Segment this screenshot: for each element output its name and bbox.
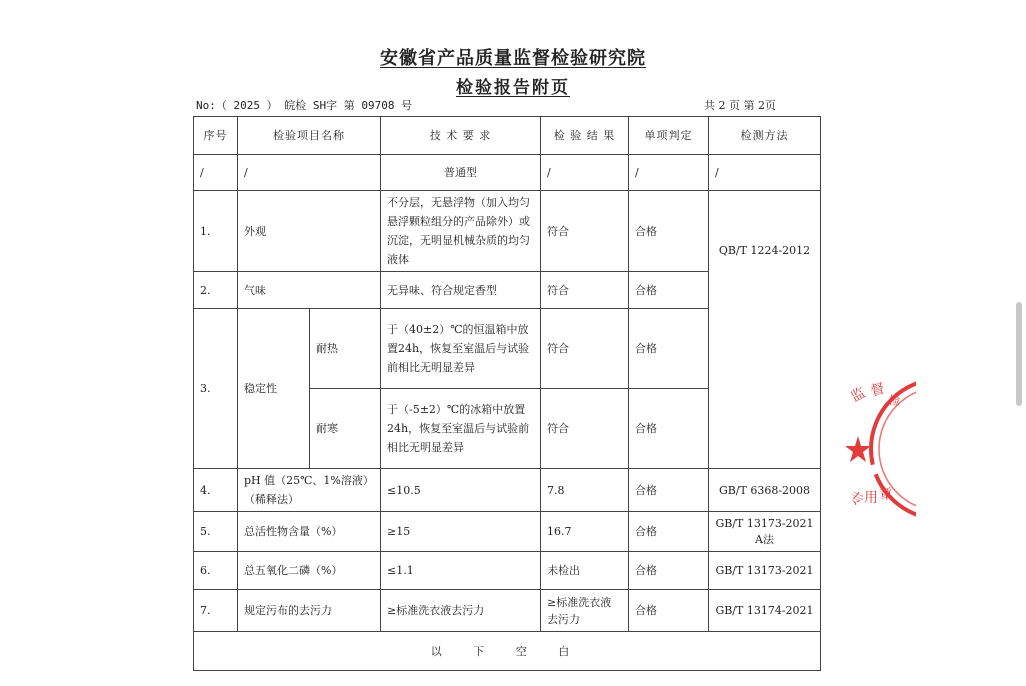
svg-text:检: 检 [887, 393, 901, 409]
svg-text:专: 专 [846, 489, 866, 510]
cell-no: / [194, 155, 238, 191]
table-row [194, 155, 821, 191]
cell-method: GB/T 13174-2021 [709, 590, 821, 632]
cell-judgement: / [629, 155, 709, 191]
cell-subitem: 耐热 [310, 309, 381, 389]
cell-no: 2. [194, 272, 238, 309]
cell-result: 符合 [541, 389, 629, 469]
svg-text:督: 督 [868, 380, 887, 400]
table-row [194, 191, 821, 272]
cell-requirement: 普通型 [381, 155, 541, 191]
table-row [194, 590, 821, 632]
cell-method: / [709, 155, 821, 191]
inspection-table [193, 116, 821, 671]
blank-below-note: 以 下 空 白 [194, 632, 821, 671]
method-line: A法 [755, 532, 774, 546]
cell-result: 7.8 [541, 469, 629, 512]
cell-item: 气味 [238, 272, 381, 309]
cell-no: 3. [194, 309, 238, 469]
header-result: 检 验 结 果 [541, 117, 629, 155]
cell-judgement: 合格 [629, 469, 709, 512]
cell-judgement: 合格 [629, 512, 709, 552]
cell-method [709, 512, 821, 552]
header-requirement: 技 术 要 求 [381, 117, 541, 155]
cell-judgement: 合格 [629, 552, 709, 590]
header-no: 序号 [194, 117, 238, 155]
cell-judgement: 合格 [629, 389, 709, 469]
cell-result: 符合 [541, 191, 629, 272]
table-row [194, 512, 821, 552]
cell-no: 4. [194, 469, 238, 512]
table-footer-row [194, 632, 821, 671]
cell-no: 6. [194, 552, 238, 590]
cell-requirement: ≥标准洗衣液去污力 [381, 590, 541, 632]
cell-result: ≥标准洗衣液去污力 [541, 590, 629, 632]
page-info: 共 2 页 第 2页 [704, 99, 776, 112]
institute-title: 安徽省产品质量监督检验研究院 [380, 48, 646, 69]
report-subtitle: 检验报告附页 [456, 78, 570, 98]
header-judgement: 单项判定 [629, 117, 709, 155]
cell-item: 外观 [238, 191, 381, 272]
cell-no: 7. [194, 590, 238, 632]
cell-judgement: 合格 [629, 309, 709, 389]
cell-result: 未检出 [541, 552, 629, 590]
cell-item: / [238, 155, 381, 191]
header-item: 检验项目名称 [238, 117, 381, 155]
official-seal [846, 374, 916, 524]
cell-no: 1. [194, 191, 238, 272]
table-header-row [194, 117, 821, 155]
seal-star-icon [846, 436, 871, 462]
cell-requirement: 于（-5±2）℃的冰箱中放置24h，恢复至室温后与试验前相比无明显差异 [381, 389, 541, 469]
cell-subitem: 耐寒 [310, 389, 381, 469]
cell-item: 规定污布的去污力 [238, 590, 381, 632]
method-line: GB/T 13173-2021 [715, 516, 814, 530]
cell-method: GB/T 13173-2021 [709, 552, 821, 590]
cell-requirement: ≥15 [381, 512, 541, 552]
cell-item: pH 值（25℃、1%溶液）（稀释法） [238, 469, 381, 512]
cell-judgement: 合格 [629, 590, 709, 632]
cell-judgement: 合格 [629, 191, 709, 272]
report-number: No:（ 2025 ） 皖检 SH字 第 09708 号 [196, 99, 413, 112]
cell-requirement: 不分层，无悬浮物（加入均匀悬浮颗粒组分的产品除外）或沉淀，无明显机械杂质的均匀液体 [381, 191, 541, 272]
cell-result: / [541, 155, 629, 191]
cell-no: 5. [194, 512, 238, 552]
cell-method-shared: QB/T 1224-2012 [709, 191, 821, 469]
cell-method: GB/T 6368-2008 [709, 469, 821, 512]
table-row [194, 552, 821, 590]
cell-requirement: 于（40±2）℃的恒温箱中放置24h，恢复至室温后与试验前相比无明显差异 [381, 309, 541, 389]
cell-item: 总活性物含量（%） [238, 512, 381, 552]
cell-requirement: 无异味、符合规定香型 [381, 272, 541, 309]
cell-item: 稳定性 [238, 309, 310, 469]
svg-text:章: 章 [877, 485, 895, 504]
vertical-scrollbar[interactable] [1016, 302, 1022, 406]
cell-requirement: ≤10.5 [381, 469, 541, 512]
cell-result: 符合 [541, 309, 629, 389]
header-method: 检测方法 [709, 117, 821, 155]
seal-graphic [846, 374, 916, 524]
svg-text:用: 用 [864, 490, 878, 506]
table-row [194, 469, 821, 512]
cell-requirement: ≤1.1 [381, 552, 541, 590]
cell-item: 总五氧化二磷（%） [238, 552, 381, 590]
cell-result: 符合 [541, 272, 629, 309]
cell-result: 16.7 [541, 512, 629, 552]
cell-judgement: 合格 [629, 272, 709, 309]
svg-text:监: 监 [848, 384, 869, 406]
